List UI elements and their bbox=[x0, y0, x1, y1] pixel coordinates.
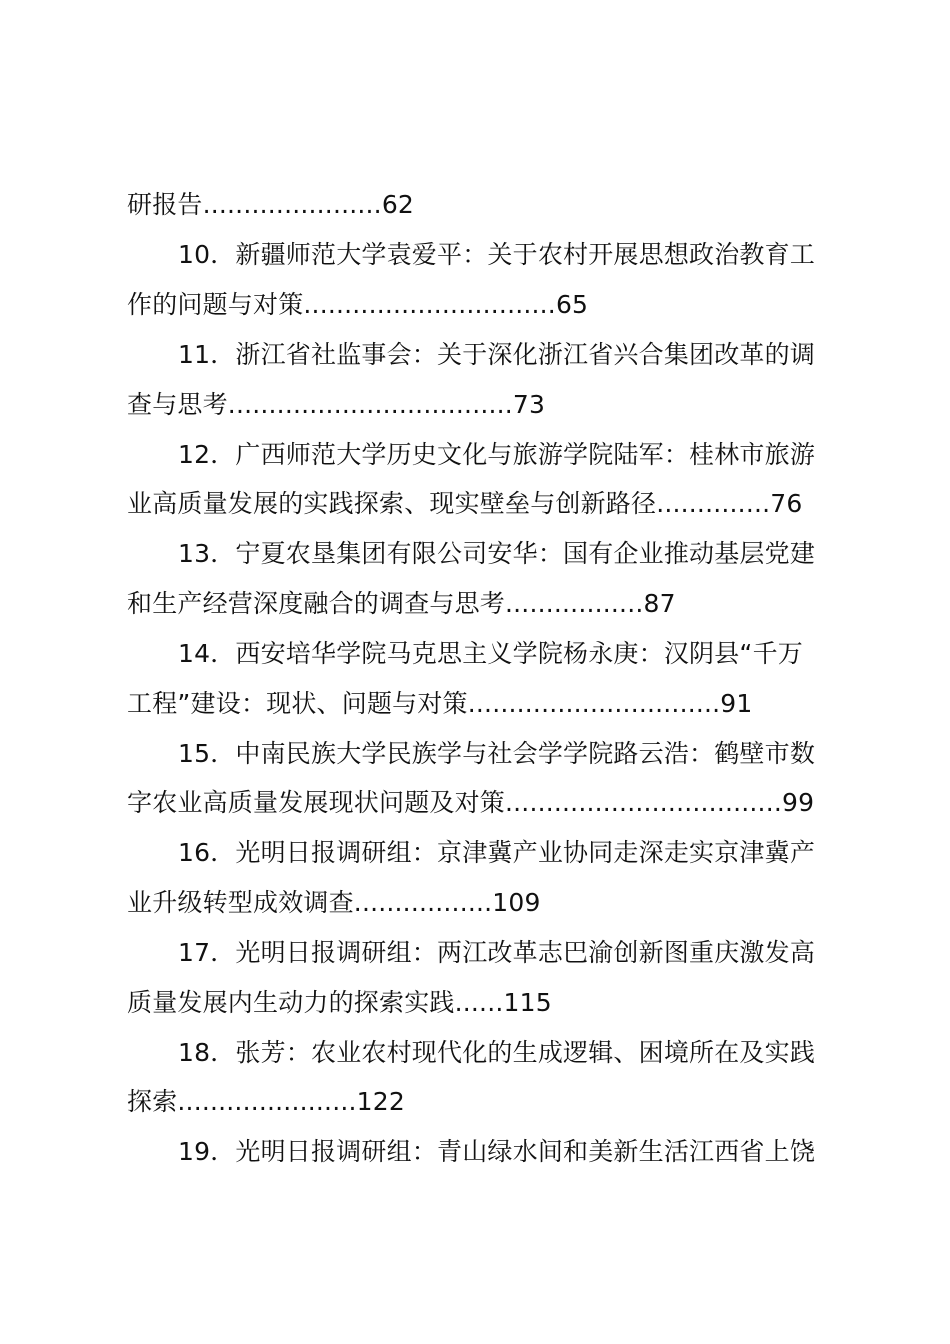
toc-entry-16-title: 16．光明日报调研组：京津冀产业协同走深走实京津冀产 bbox=[178, 838, 816, 867]
toc-entry-12-continuation: 业高质量发展的实践探索、现实壁垒与创新路径..............76 bbox=[127, 489, 803, 518]
toc-entry-11-continuation: 查与思考...................................73 bbox=[127, 390, 546, 419]
toc-entry-18-continuation: 探索......................122 bbox=[127, 1087, 405, 1116]
toc-entry-15-continuation: 字农业高质量发展现状问题及对策..................................99 bbox=[127, 788, 815, 817]
toc-entry-10-continuation: 作的问题与对策...............................65 bbox=[127, 290, 589, 319]
toc-entry-12-title: 12．广西师范大学历史文化与旅游学院陆军：桂林市旅游 bbox=[178, 440, 816, 469]
toc-entry-15-title: 15．中南民族大学民族学与社会学学院路云浩：鹤壁市数 bbox=[178, 739, 816, 768]
toc-entry-18-title: 18．张芳：农业农村现代化的生成逻辑、困境所在及实践 bbox=[178, 1038, 816, 1067]
toc-entry-19-title: 19．光明日报调研组：青山绿水间和美新生活江西省上饶 bbox=[178, 1137, 816, 1166]
toc-entry-14-title: 14．西安培华学院马克思主义学院杨永庚：汉阴县“千万 bbox=[178, 639, 803, 668]
toc-entry-10-title: 10．新疆师范大学袁爱平：关于农村开展思想政治教育工 bbox=[178, 240, 816, 269]
toc-entry-16-continuation: 业升级转型成效调查.................109 bbox=[127, 888, 541, 917]
toc-entry-13-title: 13．宁夏农垦集团有限公司安华：国有企业推动基层党建 bbox=[178, 539, 816, 568]
toc-entry-17-title: 17．光明日报调研组：两江改革志巴渝创新图重庆激发高 bbox=[178, 938, 816, 967]
toc-entry-14-continuation: 工程”建设：现状、问题与对策...............................91 bbox=[127, 689, 753, 718]
toc-entry-17-continuation: 质量发展内生动力的探索实践......115 bbox=[127, 988, 552, 1017]
toc-line-continuation: 研报告......................62 bbox=[127, 190, 415, 219]
toc-entry-13-continuation: 和生产经营深度融合的调查与思考.................87 bbox=[127, 589, 676, 618]
toc-entry-11-title: 11．浙江省社监事会：关于深化浙江省兴合集团改革的调 bbox=[178, 340, 816, 369]
